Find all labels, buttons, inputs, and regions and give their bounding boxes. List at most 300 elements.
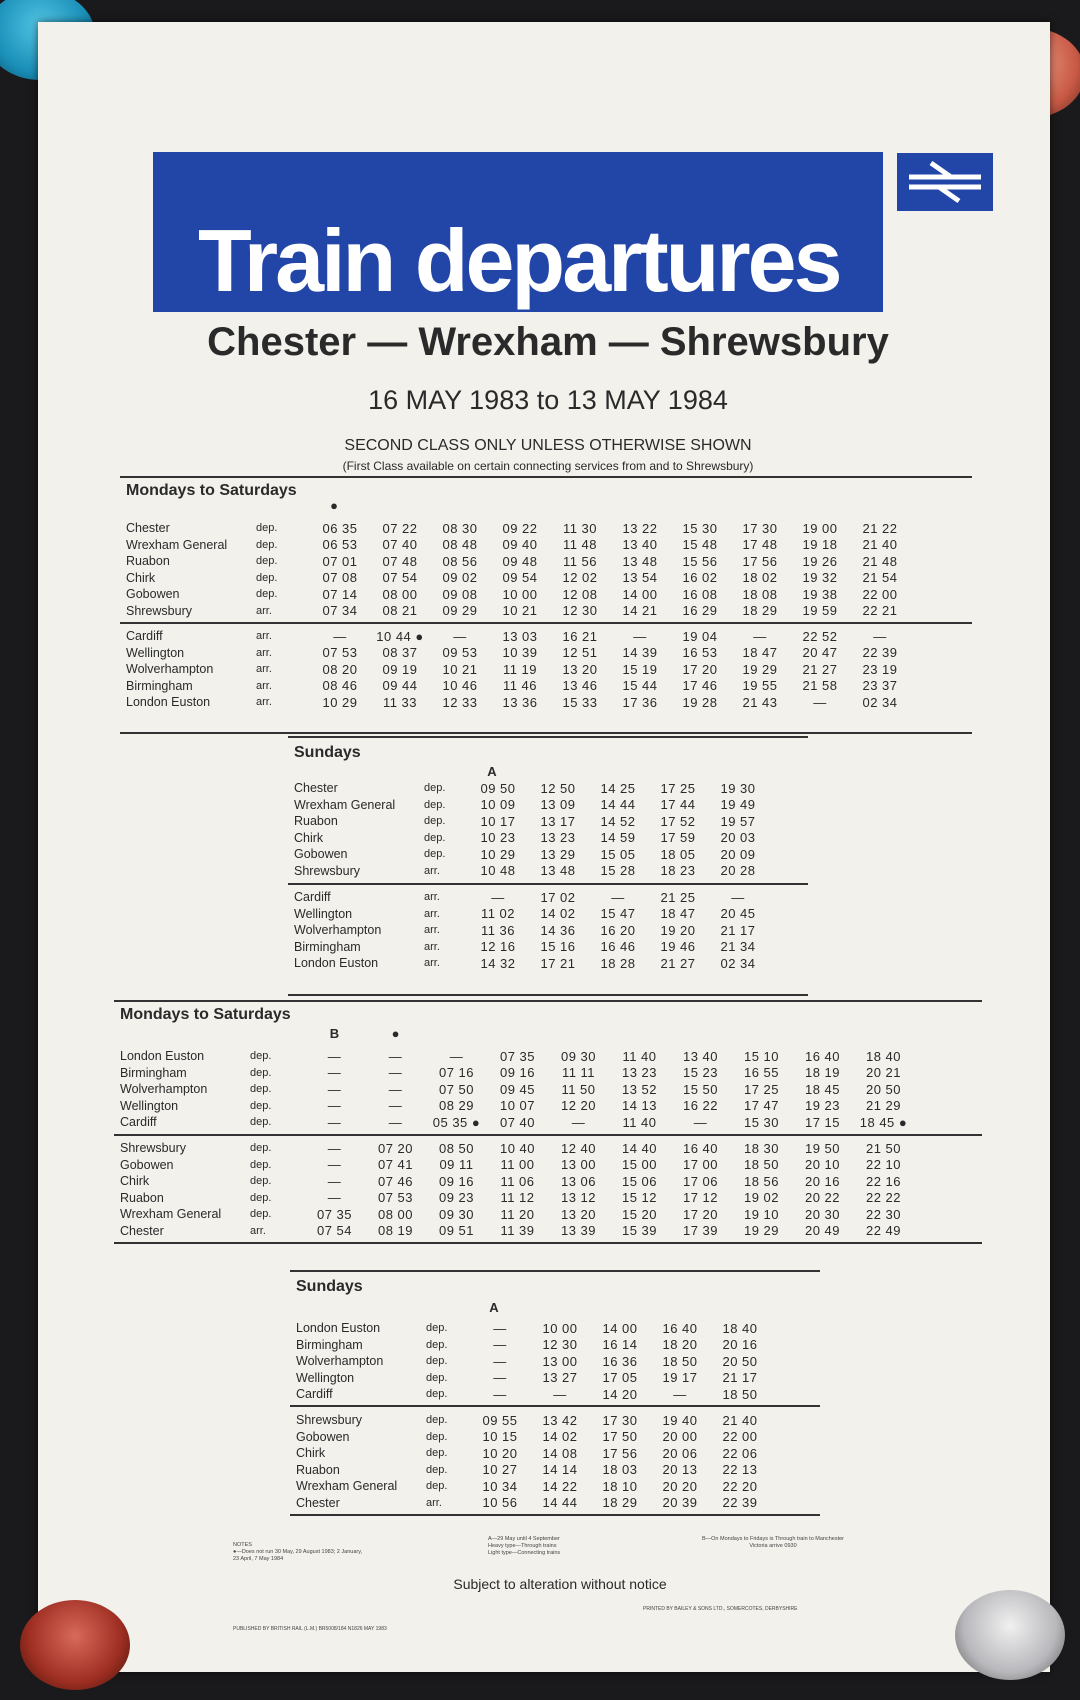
station-name: Chirk [296, 1446, 326, 1461]
time-cell: 19 30 [720, 780, 756, 796]
time-cell: 08 19 [377, 1223, 414, 1239]
time-cell: — [327, 1140, 342, 1156]
time-cell: 21 27 [660, 955, 696, 971]
time-cell: 13 54 [622, 570, 658, 586]
time-cell: 18 45 [804, 1081, 841, 1097]
time-cell: 22 06 [722, 1445, 758, 1461]
time-cell: 15 56 [682, 553, 718, 569]
corner-weight-bottom-left [20, 1600, 130, 1690]
table-row [290, 1370, 820, 1387]
table-mon-sat-northbound [114, 1000, 982, 1270]
dep-arr-label: arr. [424, 864, 440, 877]
table-row [120, 661, 972, 678]
station-name: Ruabon [296, 1462, 340, 1477]
station-name: Ruabon [294, 814, 338, 829]
time-cell: 17 20 [682, 661, 718, 677]
station-name: Wellington [294, 906, 353, 921]
time-cell: 10 34 [482, 1478, 518, 1494]
table-rule [114, 1242, 982, 1244]
table-row [290, 1412, 820, 1429]
time-cell: 13 00 [542, 1353, 578, 1369]
time-cell: 22 22 [865, 1190, 902, 1206]
time-cell: 10 00 [542, 1320, 578, 1336]
time-cell: 17 36 [622, 694, 658, 710]
time-cell: 15 30 [743, 1114, 780, 1130]
column-marks [464, 1300, 764, 1316]
time-cell: 12 02 [562, 570, 598, 586]
time-cell: 19 49 [720, 797, 756, 813]
time-cell: 11 39 [500, 1223, 535, 1239]
time-cell: 17 30 [602, 1412, 638, 1428]
timetable-poster [38, 22, 1050, 1672]
time-cell: 06 35 [322, 520, 358, 536]
time-cell: 17 15 [804, 1114, 841, 1130]
time-cell: 20 50 [722, 1353, 758, 1369]
dep-arr-label: dep. [426, 1430, 448, 1443]
time-cell: 21 40 [862, 537, 898, 553]
time-cell: 20 47 [802, 645, 838, 661]
station-name: Wolverhampton [126, 662, 214, 677]
dep-arr-label: dep. [250, 1175, 272, 1188]
time-cell: 14 00 [602, 1320, 638, 1336]
time-cell: — [493, 1353, 507, 1369]
time-cell: 21 43 [742, 694, 778, 710]
time-cell: 05 35 ● [432, 1114, 481, 1130]
class-subnote: (First Class available on certain connecting services from and to Shrewsbury) [342, 459, 754, 473]
dep-arr-label: dep. [426, 1463, 448, 1476]
column-mark [424, 498, 484, 514]
table-row [290, 1462, 820, 1479]
dep-arr-label: arr. [256, 604, 272, 617]
time-cell: 14 36 [540, 922, 576, 938]
station-name: Ruabon [126, 554, 170, 569]
time-cell: 17 48 [742, 537, 778, 553]
notes-label: NOTES [233, 1542, 252, 1548]
dep-arr-label: arr. [256, 663, 272, 676]
time-cell: 07 48 [382, 553, 418, 569]
column-mark [548, 1026, 609, 1042]
time-cell: 02 34 [862, 694, 898, 710]
station-name: Gobowen [294, 847, 348, 862]
time-cell: 11 06 [500, 1173, 535, 1189]
time-cell: 22 16 [865, 1173, 902, 1189]
time-cell: 07 20 [377, 1140, 414, 1156]
time-cell: — [633, 628, 647, 644]
station-name: Chirk [294, 830, 324, 845]
time-cell: 13 23 [540, 830, 576, 846]
time-cell: 17 00 [682, 1157, 719, 1173]
dep-arr-label: dep. [250, 1066, 272, 1079]
dep-arr-label: dep. [426, 1371, 448, 1384]
time-cell: 20 16 [804, 1173, 841, 1189]
time-cell: 07 54 [316, 1223, 353, 1239]
column-mark [853, 1026, 914, 1042]
station-group [114, 1140, 982, 1239]
time-cell: 22 52 [802, 628, 838, 644]
time-cell: 15 06 [621, 1173, 658, 1189]
time-cell: 19 28 [682, 694, 718, 710]
time-cell: 15 00 [621, 1157, 658, 1173]
dep-arr-label: dep. [250, 1208, 272, 1221]
time-cell: 22 13 [722, 1462, 758, 1478]
time-cell: 18 50 [662, 1353, 698, 1369]
time-cell: 18 56 [743, 1173, 780, 1189]
time-cell: 21 34 [720, 939, 756, 955]
time-cell: 17 56 [602, 1445, 638, 1461]
time-cell: 08 50 [438, 1140, 475, 1156]
station-name: London Euston [126, 695, 211, 710]
dep-arr-label: dep. [426, 1322, 448, 1335]
table-rule [290, 1405, 820, 1407]
time-cell: 19 17 [662, 1370, 698, 1386]
dep-arr-label: dep. [426, 1447, 448, 1460]
time-cell: 09 16 [499, 1065, 536, 1081]
time-cell: 09 02 [442, 570, 478, 586]
station-name: Gobowen [120, 1157, 174, 1172]
column-marks [304, 1026, 914, 1042]
time-cell: 13 00 [560, 1157, 597, 1173]
time-cell: 12 20 [560, 1098, 597, 1114]
dep-arr-label: dep. [256, 571, 278, 584]
time-cell: 19 32 [802, 570, 838, 586]
station-group [288, 889, 808, 972]
time-cell: 22 00 [862, 586, 898, 602]
corner-weight-bottom-right [955, 1590, 1065, 1680]
time-cell: — [813, 694, 827, 710]
table-row [290, 1337, 820, 1354]
time-cell: 09 48 [502, 553, 538, 569]
dep-arr-label: arr. [426, 1496, 442, 1509]
time-cell: 23 19 [862, 661, 898, 677]
time-cell: 18 45 ● [859, 1114, 908, 1130]
time-cell: 20 09 [720, 846, 756, 862]
time-cell: 15 30 [682, 520, 718, 536]
time-cell: 19 10 [743, 1206, 780, 1222]
time-cell: 18 23 [660, 863, 696, 879]
time-cell: 12 40 [560, 1140, 597, 1156]
table-row [288, 939, 808, 956]
time-cell: 15 33 [562, 694, 598, 710]
dep-arr-label: arr. [424, 891, 440, 904]
time-cell: 17 20 [682, 1206, 719, 1222]
table-rule [288, 994, 808, 996]
table-row [120, 570, 972, 587]
table-heading: Mondays to Saturdays [126, 482, 297, 499]
time-cell: 22 20 [722, 1478, 758, 1494]
time-cell: 09 54 [502, 570, 538, 586]
time-cell: 18 19 [804, 1065, 841, 1081]
dep-arr-label: dep. [424, 798, 446, 811]
time-cell: 22 00 [722, 1429, 758, 1445]
time-cell: 22 21 [862, 603, 898, 619]
table-row [288, 955, 808, 972]
time-cell: 11 02 [480, 906, 516, 922]
time-cell: — [571, 1114, 586, 1130]
time-cell: 07 22 [382, 520, 418, 536]
time-cell: 11 40 [622, 1048, 657, 1064]
time-cell: 16 40 [804, 1048, 841, 1064]
time-cell: 18 08 [742, 586, 778, 602]
time-cell: 09 45 [499, 1081, 536, 1097]
time-cell: 07 01 [322, 553, 358, 569]
time-cell: 16 02 [682, 570, 718, 586]
notes-b [698, 1536, 848, 1550]
time-cell: 08 46 [322, 678, 358, 694]
time-cell: 15 05 [600, 846, 636, 862]
table-rule [120, 622, 972, 624]
time-cell: 20 16 [722, 1337, 758, 1353]
station-name: Wrexham General [296, 1479, 398, 1494]
time-cell: 13 20 [562, 661, 598, 677]
time-cell: 15 23 [682, 1065, 719, 1081]
time-cell: 11 00 [500, 1157, 535, 1173]
time-cell: — [673, 1386, 687, 1402]
station-name: Shrewsbury [120, 1141, 186, 1156]
time-cell: 10 00 [502, 586, 538, 602]
time-cell: 21 50 [865, 1140, 902, 1156]
column-mark [544, 498, 604, 514]
table-row [290, 1320, 820, 1337]
table-row [288, 780, 808, 797]
time-cell: 13 42 [542, 1412, 578, 1428]
column-mark [487, 1026, 548, 1042]
time-cell: 10 44 ● [376, 628, 424, 644]
time-cell: 19 38 [802, 586, 838, 602]
table-row [290, 1478, 820, 1495]
time-cell: 15 28 [600, 863, 636, 879]
time-cell: — [753, 628, 767, 644]
time-cell: 02 34 [720, 955, 756, 971]
time-cell: 22 39 [722, 1495, 758, 1511]
column-mark [609, 1026, 670, 1042]
table-row [288, 846, 808, 863]
time-cell: 10 27 [482, 1462, 518, 1478]
table-heading: Mondays to Saturdays [120, 1006, 291, 1023]
time-cell: 16 40 [662, 1320, 698, 1336]
time-cell: 18 29 [602, 1495, 638, 1511]
time-cell: 07 54 [382, 570, 418, 586]
time-cell: 21 54 [862, 570, 898, 586]
time-cell: 12 50 [540, 780, 576, 796]
time-cell: 11 36 [480, 922, 516, 938]
time-cell: 17 46 [682, 678, 718, 694]
time-cell: 21 48 [862, 553, 898, 569]
table-row [114, 1206, 982, 1223]
time-cell: 18 10 [602, 1478, 638, 1494]
class-note: SECOND CLASS ONLY UNLESS OTHERWISE SHOWN [344, 437, 752, 454]
time-cell: 13 36 [502, 694, 538, 710]
time-cell: 16 21 [562, 628, 598, 644]
station-name: Cardiff [294, 890, 331, 905]
station-name: Shrewsbury [296, 1413, 362, 1428]
time-cell: 09 08 [442, 586, 478, 602]
time-cell: 20 22 [804, 1190, 841, 1206]
time-cell: 12 30 [562, 603, 598, 619]
time-cell: 13 23 [621, 1065, 658, 1081]
dep-arr-label: dep. [250, 1099, 272, 1112]
time-cell: 18 02 [742, 570, 778, 586]
station-name: London Euston [120, 1049, 205, 1064]
column-mark [584, 1300, 644, 1316]
time-cell: 17 05 [602, 1370, 638, 1386]
time-cell: 09 29 [442, 603, 478, 619]
dep-arr-label: arr. [256, 679, 272, 692]
table-heading: Sundays [296, 1278, 363, 1295]
time-cell: 21 58 [802, 678, 838, 694]
time-cell: 14 21 [622, 603, 658, 619]
time-cell: — [388, 1098, 403, 1114]
column-marks [304, 498, 904, 514]
time-cell: 20 39 [662, 1495, 698, 1511]
time-cell: 18 20 [662, 1337, 698, 1353]
station-group [114, 1048, 982, 1131]
time-cell: — [693, 1114, 708, 1130]
station-name: Shrewsbury [126, 603, 192, 618]
time-cell: — [327, 1048, 342, 1064]
column-mark [731, 1026, 792, 1042]
column-mark [604, 498, 664, 514]
time-cell: 14 20 [602, 1386, 638, 1402]
station-name: Gobowen [296, 1429, 350, 1444]
station-name: Ruabon [120, 1190, 164, 1205]
dep-arr-label: dep. [250, 1158, 272, 1171]
time-cell: 15 50 [682, 1081, 719, 1097]
time-cell: 12 33 [442, 694, 478, 710]
time-cell: 12 16 [480, 939, 516, 955]
time-cell: 13 03 [502, 628, 538, 644]
time-cell: 22 39 [862, 645, 898, 661]
time-cell: 20 28 [720, 863, 756, 879]
time-cell: 16 40 [682, 1140, 719, 1156]
column-mark [702, 764, 762, 780]
time-cell: 14 52 [600, 813, 636, 829]
station-name: Wellington [296, 1370, 355, 1385]
time-cell: — [449, 1048, 464, 1064]
time-cell: 12 51 [562, 645, 598, 661]
time-cell: — [388, 1114, 403, 1130]
time-cell: 08 20 [322, 661, 358, 677]
table-row [290, 1386, 820, 1403]
time-cell: 15 19 [622, 661, 658, 677]
time-cell: 21 27 [802, 661, 838, 677]
table-sun-southbound [288, 736, 808, 998]
time-cell: 19 18 [802, 537, 838, 553]
station-name: Chester [294, 781, 338, 796]
time-cell: 09 51 [438, 1223, 475, 1239]
table-rule [114, 1000, 982, 1002]
table-sun-northbound [290, 1270, 820, 1536]
time-cell: 18 50 [743, 1157, 780, 1173]
dep-arr-label: dep. [426, 1338, 448, 1351]
time-cell: 14 40 [621, 1140, 658, 1156]
time-cell: 09 11 [439, 1157, 474, 1173]
time-cell: 14 25 [600, 780, 636, 796]
time-cell: 13 20 [560, 1206, 597, 1222]
column-mark [844, 498, 904, 514]
station-name: Wrexham General [294, 797, 396, 812]
table-row [288, 813, 808, 830]
table-heading: Sundays [294, 744, 361, 761]
station-name: Birmingham [120, 1065, 187, 1080]
time-cell: 17 59 [660, 830, 696, 846]
time-cell: 07 16 [438, 1065, 475, 1081]
time-cell: 12 30 [542, 1337, 578, 1353]
time-cell: 11 40 [622, 1114, 657, 1130]
time-cell: 14 02 [542, 1429, 578, 1445]
table-mon-sat-southbound [120, 476, 972, 734]
time-cell: 12 08 [562, 586, 598, 602]
time-cell: 13 17 [540, 813, 576, 829]
time-cell: 10 39 [502, 645, 538, 661]
time-cell: 09 23 [438, 1190, 475, 1206]
time-cell: 20 45 [720, 906, 756, 922]
dep-arr-label: dep. [256, 588, 278, 601]
column-mark [582, 764, 642, 780]
station-group [288, 780, 808, 879]
column-mark [792, 1026, 853, 1042]
table-row [288, 906, 808, 923]
time-cell: 07 46 [377, 1173, 414, 1189]
table-row [114, 1048, 982, 1065]
printer-line: PRINTED BY BAILEY & SONS LTD., SOMERCOTES, DERBYSHIRE [643, 1606, 798, 1612]
time-cell: 21 29 [865, 1098, 902, 1114]
time-cell: 14 02 [540, 906, 576, 922]
time-cell: 19 26 [802, 553, 838, 569]
table-row [290, 1429, 820, 1446]
time-cell: 10 23 [480, 830, 516, 846]
time-cell: — [388, 1081, 403, 1097]
time-cell: 17 06 [682, 1173, 719, 1189]
time-cell: 17 30 [742, 520, 778, 536]
table-row [288, 922, 808, 939]
time-cell: 14 32 [480, 955, 516, 971]
time-cell: 10 17 [480, 813, 516, 829]
station-name: Birmingham [296, 1337, 363, 1352]
time-cell: 16 36 [602, 1353, 638, 1369]
time-cell: 10 56 [482, 1495, 518, 1511]
time-cell: — [327, 1157, 342, 1173]
station-name: Wolverhampton [120, 1082, 208, 1097]
table-row [290, 1445, 820, 1462]
table-rule [120, 476, 972, 478]
time-cell: 15 16 [540, 939, 576, 955]
table-rule [288, 736, 808, 738]
dep-arr-label: dep. [256, 555, 278, 568]
time-cell: 20 50 [865, 1081, 902, 1097]
time-cell: 16 29 [682, 603, 718, 619]
time-cell: 19 29 [742, 661, 778, 677]
time-cell: 15 10 [743, 1048, 780, 1064]
time-cell: 15 48 [682, 537, 718, 553]
time-cell: — [731, 889, 745, 905]
time-cell: 19 04 [682, 628, 718, 644]
column-mark [704, 1300, 764, 1316]
station-name: Cardiff [126, 629, 163, 644]
time-cell: 14 44 [542, 1495, 578, 1511]
time-cell: 09 16 [438, 1173, 475, 1189]
time-cell: 20 13 [662, 1462, 698, 1478]
column-mark [364, 498, 424, 514]
column-mark: A [487, 764, 497, 779]
table-row [288, 797, 808, 814]
column-mark [426, 1026, 487, 1042]
time-cell: 13 29 [540, 846, 576, 862]
time-cell: 15 12 [621, 1190, 658, 1206]
column-mark [484, 498, 544, 514]
column-marks [462, 764, 762, 780]
time-cell: 08 29 [438, 1098, 475, 1114]
time-cell: 09 30 [560, 1048, 597, 1064]
